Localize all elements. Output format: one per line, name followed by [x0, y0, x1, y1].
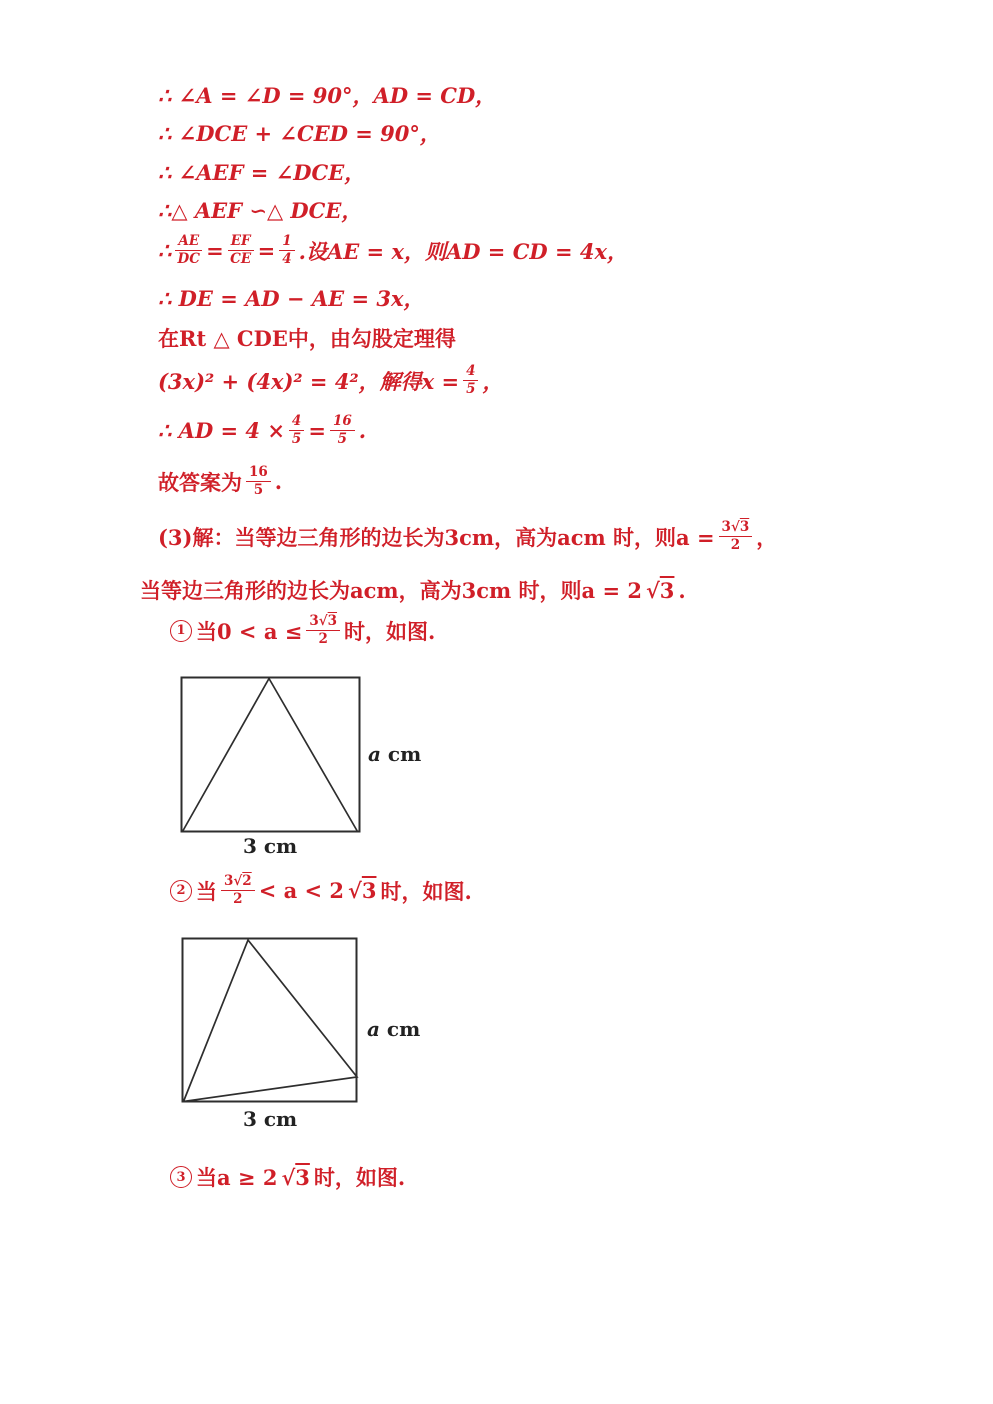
fraction-ef-ce: $\frac{EF}{CE}$: [228, 234, 254, 267]
triangle-sides: [183, 679, 358, 832]
math-text: ∴ ∠DCE + ∠CED = 90°，: [158, 121, 441, 146]
case-text: 时，如图.: [344, 618, 436, 644]
part3-intro-line-2: [140, 575, 686, 605]
math-text: ∴ ∠AEF = ∠DCE，: [158, 160, 366, 185]
solution-text: 当等边三角形的边长为acm，高为3cm 时，则a = 2: [140, 578, 642, 603]
math-text: ∴ ∠A = ∠D = 90°，AD = CD，: [158, 83, 497, 108]
proof-line-8: [158, 364, 503, 397]
fraction-4-5: $\frac{4}{5}$: [289, 414, 304, 447]
radical-sign: √: [730, 519, 740, 535]
tilted-triangle: [184, 940, 358, 1102]
case-text: 当: [196, 878, 217, 904]
radicand: 2: [242, 873, 252, 889]
case-text: 当0 < a ≤: [196, 618, 303, 644]
proof-line-1: [158, 80, 496, 110]
case-text: 时，如图.: [313, 1165, 406, 1190]
equals-sign: =: [206, 238, 224, 264]
radical-sign: √: [348, 878, 362, 904]
case2-line: [170, 874, 472, 907]
sqrt: [646, 578, 674, 603]
fraction-3sqrt3-2: 3 √ 3 2: [719, 520, 753, 553]
radicand: 3: [295, 1164, 310, 1190]
figure-case1: [180, 676, 420, 866]
proof-line-6: [158, 283, 424, 313]
case1-line: [170, 614, 435, 647]
square-with-tilted-triangle-diagram: [181, 937, 361, 1107]
radical-sign: √: [318, 613, 328, 629]
figure2-side-label: a cm: [367, 1017, 421, 1041]
fraction-3sqrt3-2: 3 √ 3 2: [306, 614, 340, 647]
sqrt: [233, 874, 251, 890]
radical-sign: √: [233, 873, 243, 889]
math-text: (3x)² + (4x)² = 4²，解得x =: [158, 368, 460, 394]
case-text: 当a ≥ 2: [196, 1165, 278, 1190]
proof-line-10: [158, 465, 282, 498]
solution-text: (3)解：当等边三角形的边长为3cm，高为acm 时，则a =: [158, 524, 715, 550]
proof-line-4: [158, 195, 362, 225]
radical-sign: √: [281, 1164, 296, 1190]
math-text: ∴ AD = 4 ×: [158, 418, 285, 444]
proof-line-9: [158, 414, 366, 447]
equals-sign: =: [257, 238, 276, 264]
figure1-bottom-label: 3 cm: [243, 834, 298, 858]
math-text: ∴△ AEF ∽△ DCE，: [158, 198, 363, 223]
comma: ，: [756, 524, 778, 550]
figure1-side-label: a cm: [368, 742, 422, 766]
square-outline: [182, 678, 360, 832]
fraction-16-5: $\frac{16}{5}$: [246, 465, 271, 498]
sqrt: [281, 1165, 309, 1190]
radicand: 3: [659, 577, 675, 603]
case3-line: [170, 1162, 405, 1192]
radicand: 3: [361, 878, 377, 904]
comma: ，: [482, 368, 504, 394]
therefore-symbol: ∴: [158, 238, 172, 264]
circled-number-2: 2: [170, 880, 192, 902]
case-text: < a < 2: [258, 878, 345, 904]
period: .: [358, 418, 367, 444]
math-text: ∴ DE = AD − AE = 3x，: [158, 286, 425, 311]
equals-sign: =: [308, 418, 326, 444]
answer-text: 故答案为: [158, 469, 242, 495]
period: .: [274, 469, 283, 495]
period: .: [678, 577, 686, 603]
proof-line-5: [158, 234, 628, 267]
fraction-3sqrt2-2: 3 √ 2 2: [221, 874, 255, 907]
radicand: 3: [327, 613, 338, 629]
proof-line-2: [158, 118, 441, 148]
radicand: 3: [739, 519, 750, 535]
radical-sign: √: [645, 577, 660, 603]
figure2-bottom-label: 3 cm: [243, 1107, 298, 1131]
proof-line-3: [158, 157, 365, 187]
sqrt: [348, 878, 376, 903]
circled-number-1: 1: [170, 620, 192, 642]
proof-line-7: [158, 323, 456, 353]
circled-number-3: 3: [170, 1166, 192, 1188]
fraction-ae-dc: $\frac{AE}{DC}$: [175, 234, 202, 267]
coefficient: 3: [309, 613, 319, 629]
math-text: 在Rt △ CDE中，由勾股定理得: [158, 326, 456, 351]
fraction-1-4: $\frac{1}{4}$: [279, 234, 294, 267]
math-text: .设AE = x，则AD = CD = 4x，: [298, 238, 628, 264]
fraction-16-5: $\frac{16}{5}$: [330, 414, 355, 447]
part3-intro-line-1: [158, 520, 777, 553]
square-with-triangle-diagram: [180, 676, 362, 836]
coefficient: 3: [721, 519, 731, 535]
sqrt: [319, 614, 337, 630]
coefficient: 3: [224, 873, 234, 889]
fraction-4-5: $\frac{4}{5}$: [463, 364, 478, 397]
case-text: 时，如图.: [380, 878, 472, 904]
sqrt: [731, 520, 749, 536]
figure-case2: [181, 937, 421, 1137]
square-outline: [183, 939, 357, 1102]
